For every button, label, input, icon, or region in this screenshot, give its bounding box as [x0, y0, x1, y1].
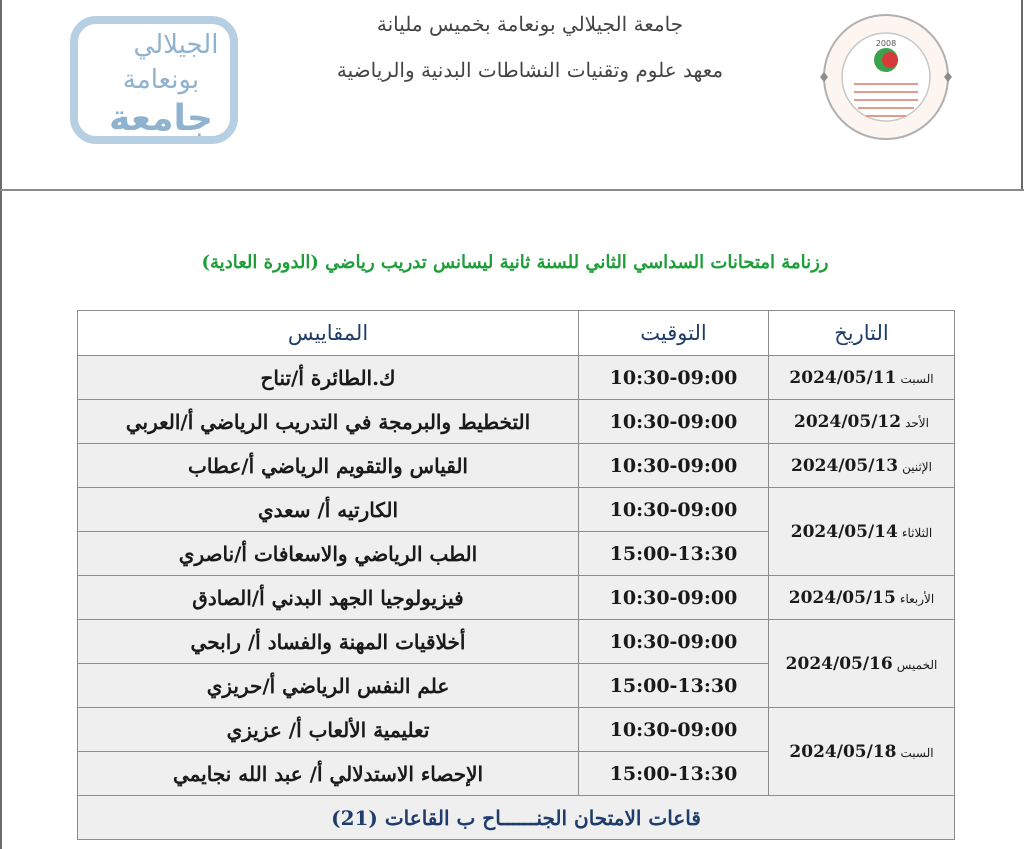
- module-cell: أخلاقيات المهنة والفساد أ/ رابحي: [78, 620, 579, 664]
- date-value: 2024/05/11: [789, 367, 897, 388]
- module-cell: ك.الطائرة أ/تناح: [78, 356, 579, 400]
- module-cell: تعليمية الألعاب أ/ عزيزي: [78, 708, 579, 752]
- day-name: الأحد: [905, 415, 929, 430]
- module-cell: علم النفس الرياضي أ/حريزي: [78, 664, 579, 708]
- module-cell: فيزيولوجيا الجهد البدني أ/الصادق: [78, 576, 579, 620]
- header-time: التوقيت: [579, 311, 769, 356]
- table-row: [78, 708, 955, 752]
- time-cell: 10:30-09:00: [579, 444, 769, 488]
- document-title: رزنامة امتحانات السداسي الثاني للسنة ثانية ليسانس تدريب رياضي (الدورة العادية): [201, 252, 829, 273]
- table-row: [78, 620, 955, 664]
- time-cell: 10:30-09:00: [579, 576, 769, 620]
- frame-left-border: [0, 0, 2, 849]
- day-name: الثلاثاء: [901, 525, 933, 540]
- seal-year: 2008: [875, 39, 897, 48]
- table-row: [78, 488, 955, 532]
- logo-left-word-1: الجيلالي: [133, 30, 219, 60]
- date-cell: [769, 576, 955, 620]
- date-value: 2024/05/18: [789, 741, 897, 762]
- day-name: الأربعاء: [899, 591, 935, 606]
- day-name: السبت: [900, 371, 934, 386]
- header-divider: [0, 189, 1024, 191]
- module-cell: التخطيط والبرمجة في التدريب الرياضي أ/العربي: [78, 400, 579, 444]
- header-modules: المقاييس: [78, 311, 579, 356]
- module-cell: الطب الرياضي والاسعافات أ/ناصري: [78, 532, 579, 576]
- exam-rooms-note: قاعات الامتحان الجنــــــاح ب القاعات (21): [78, 796, 955, 840]
- day-name: الإثنين: [902, 459, 932, 474]
- date-value: 2024/05/16: [785, 653, 893, 674]
- table-row: [78, 400, 955, 444]
- table-footer-row: [78, 796, 955, 840]
- header-date: التاريخ: [769, 311, 955, 356]
- module-cell: الإحصاء الاستدلالي أ/ عبد الله نجايمي: [78, 752, 579, 796]
- table-row: [78, 444, 955, 488]
- day-name: السبت: [900, 745, 934, 760]
- time-cell: 15:00-13:30: [579, 664, 769, 708]
- table-row: [78, 356, 955, 400]
- date-cell: [769, 444, 955, 488]
- date-value: 2024/05/15: [788, 587, 896, 608]
- university-logo-left: [66, 8, 241, 148]
- date-value: 2024/05/14: [790, 521, 898, 542]
- institute-name: معهد علوم وتقنيات النشاطات البدنية والرياضية: [336, 58, 724, 82]
- time-cell: 15:00-13:30: [579, 752, 769, 796]
- table-row: [78, 576, 955, 620]
- date-value: 2024/05/12: [794, 411, 902, 432]
- date-cell: [769, 708, 955, 796]
- header-text-block: [270, 10, 790, 82]
- university-name: جامعة الجيلالي بونعامة بخميس مليانة: [376, 12, 684, 36]
- logo-left-word-3: جامعة: [109, 98, 213, 139]
- logo-left-word-2: بونعامة: [122, 65, 200, 95]
- time-cell: 10:30-09:00: [579, 356, 769, 400]
- table-header-row: [78, 311, 955, 356]
- time-cell: 10:30-09:00: [579, 488, 769, 532]
- date-cell: [769, 488, 955, 576]
- module-cell: الكارتيه أ/ سعدي: [78, 488, 579, 532]
- module-cell: القياس والتقويم الرياضي أ/عطاب: [78, 444, 579, 488]
- date-cell: [769, 356, 955, 400]
- time-cell: 15:00-13:30: [579, 532, 769, 576]
- date-value: 2024/05/13: [791, 455, 899, 476]
- university-seal-right: [806, 12, 966, 142]
- date-cell: [769, 400, 955, 444]
- time-cell: 10:30-09:00: [579, 708, 769, 752]
- exam-schedule-table: [77, 310, 955, 840]
- time-cell: 10:30-09:00: [579, 620, 769, 664]
- date-cell: [769, 620, 955, 708]
- frame-right-border: [1021, 0, 1023, 190]
- day-name: الخميس: [896, 657, 938, 672]
- time-cell: 10:30-09:00: [579, 400, 769, 444]
